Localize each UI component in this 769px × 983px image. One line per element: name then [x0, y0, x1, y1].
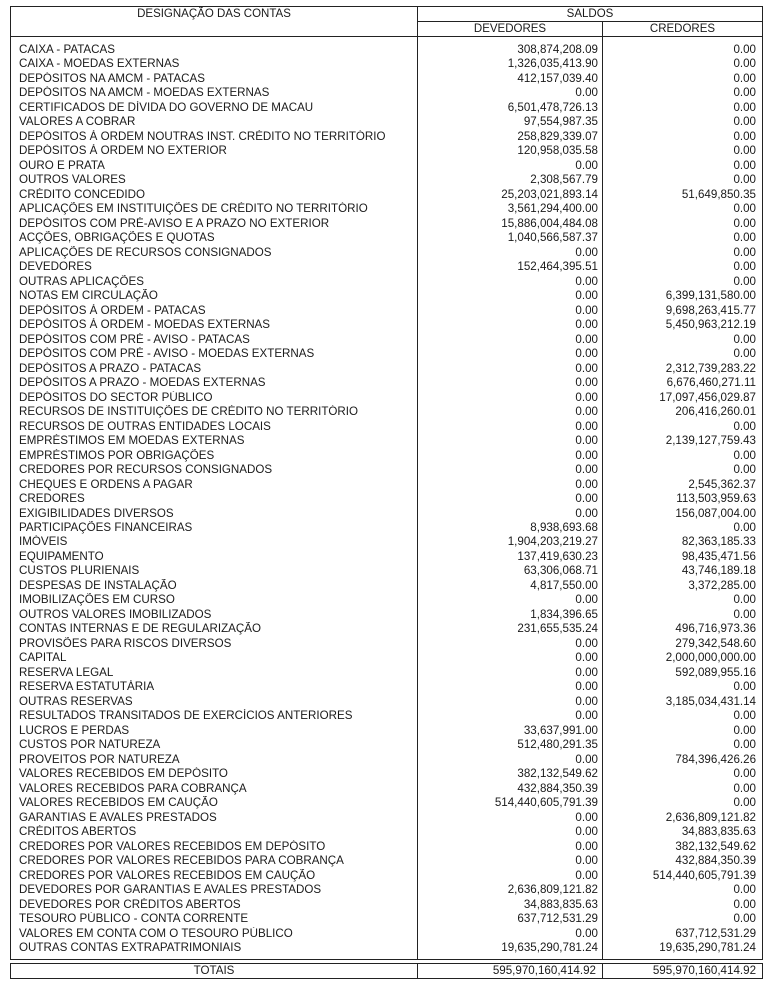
credores-value: 17,097,456,029.87 — [603, 391, 763, 405]
devedores-value: 0.00 — [418, 680, 603, 694]
table-row — [11, 869, 763, 883]
devedores-value: 0.00 — [418, 318, 603, 332]
saldos-header: SALDOS — [418, 7, 763, 22]
account-name: RESERVA LEGAL — [11, 666, 418, 680]
devedores-value: 0.00 — [418, 753, 603, 767]
account-name: CRÉDITOS ABERTOS — [11, 825, 418, 839]
devedores-value: 0.00 — [418, 86, 603, 100]
account-name: RECURSOS DE OUTRAS ENTIDADES LOCAIS — [11, 420, 418, 434]
table-row — [11, 521, 763, 535]
table-row — [11, 608, 763, 622]
devedores-value: 15,886,004,484.08 — [418, 217, 603, 231]
credores-value: 0.00 — [603, 680, 763, 694]
devedores-value: 0.00 — [418, 376, 603, 390]
credores-value: 98,435,471.56 — [603, 550, 763, 564]
credores-value: 0.00 — [603, 86, 763, 100]
account-name: APLICAÇÕES DE RECURSOS CONSIGNADOS — [11, 246, 418, 260]
credores-value: 0.00 — [603, 260, 763, 274]
account-name: DEPÓSITOS COM PRÉ - AVISO - PATACAS — [11, 333, 418, 347]
account-name: DEPÓSITOS A PRAZO - MOEDAS EXTERNAS — [11, 376, 418, 390]
credores-value: 6,399,131,580.00 — [603, 289, 763, 303]
devedores-value: 0.00 — [418, 478, 603, 492]
table-row — [11, 507, 763, 521]
table-row — [11, 622, 763, 636]
devedores-value: 0.00 — [418, 159, 603, 173]
devedores-value: 0.00 — [418, 275, 603, 289]
credores-value: 496,716,973.36 — [603, 622, 763, 636]
account-name: APLICAÇÕES EM INSTITUIÇÕES DE CRÉDITO NO TERRITÓRIO — [11, 202, 418, 216]
table-row — [11, 43, 763, 57]
account-name: GARANTIAS E AVALES PRESTADOS — [11, 811, 418, 825]
devedores-value: 231,655,535.24 — [418, 622, 603, 636]
account-name: IMOBILIZAÇÕES EM CURSO — [11, 593, 418, 607]
account-name: TESOURO PÚBLICO - CONTA CORRENTE — [11, 912, 418, 926]
account-name: DEPÓSITOS À ORDEM NOUTRAS INST. CRÉDITO NO TERRITÓRIO — [11, 130, 418, 144]
table-row — [11, 289, 763, 303]
credores-value: 2,000,000,000.00 — [603, 651, 763, 665]
devedores-value: 0.00 — [418, 347, 603, 361]
account-name: DEPÓSITOS À ORDEM NO EXTERIOR — [11, 144, 418, 158]
credores-value: 0.00 — [603, 347, 763, 361]
devedores-value: 137,419,630.23 — [418, 550, 603, 564]
account-name: RESERVA ESTATUTÁRIA — [11, 680, 418, 694]
account-name: DEPÓSITOS COM PRÉ - AVISO - MOEDAS EXTERNAS — [11, 347, 418, 361]
credores-value: 0.00 — [603, 159, 763, 173]
header-row-top — [11, 7, 763, 22]
devedores-value: 120,958,035.58 — [418, 144, 603, 158]
devedores-value: 0.00 — [418, 651, 603, 665]
devedores-value: 34,883,835.63 — [418, 898, 603, 912]
account-name: EXIGIBILIDADES DIVERSOS — [11, 507, 418, 521]
table-row — [11, 666, 763, 680]
table-row — [11, 434, 763, 448]
devedores-value: 514,440,605,791.39 — [418, 796, 603, 810]
credores-value: 784,396,426.26 — [603, 753, 763, 767]
devedores-value: 512,480,291.35 — [418, 738, 603, 752]
account-name: DEPÓSITOS DO SECTOR PÚBLICO — [11, 391, 418, 405]
devedores-value: 25,203,021,893.14 — [418, 188, 603, 202]
table-row — [11, 86, 763, 100]
account-name: VALORES RECEBIDOS PARA COBRANÇA — [11, 782, 418, 796]
account-name: OUTRAS APLICAÇÕES — [11, 275, 418, 289]
account-name: EMPRÉSTIMOS POR OBRIGAÇÕES — [11, 449, 418, 463]
account-name: CUSTOS PLURIENAIS — [11, 564, 418, 578]
table-row — [11, 275, 763, 289]
devedores-value: 637,712,531.29 — [418, 912, 603, 926]
devedores-value: 0.00 — [418, 420, 603, 434]
devedores-value: 0.00 — [418, 289, 603, 303]
account-name: CREDORES POR VALORES RECEBIDOS EM DEPÓSITO — [11, 840, 418, 854]
account-name: CONTAS INTERNAS E DE REGULARIZAÇÃO — [11, 622, 418, 636]
account-name: PROVISÕES PARA RISCOS DIVERSOS — [11, 637, 418, 651]
account-name: CAIXA - MOEDAS EXTERNAS — [11, 57, 418, 71]
accounts-body — [11, 37, 763, 960]
account-name: CHEQUES E ORDENS A PAGAR — [11, 478, 418, 492]
table-row — [11, 535, 763, 549]
devedores-value: 1,326,035,413.90 — [418, 57, 603, 71]
account-name: VALORES A COBRAR — [11, 115, 418, 129]
credores-value: 3,372,285.00 — [603, 579, 763, 593]
account-name: OUTRAS CONTAS EXTRAPATRIMONIAIS — [11, 941, 418, 959]
credores-value: 0.00 — [603, 57, 763, 71]
account-name: VALORES RECEBIDOS EM DEPÓSITO — [11, 767, 418, 781]
credores-value: 0.00 — [603, 608, 763, 622]
table-row — [11, 753, 763, 767]
devedores-value: 152,464,395.51 — [418, 260, 603, 274]
account-name: PARTICIPAÇÕES FINANCEIRAS — [11, 521, 418, 535]
credores-value: 0.00 — [603, 130, 763, 144]
credores-value: 0.00 — [603, 724, 763, 738]
account-name: CREDORES — [11, 492, 418, 506]
devedores-value: 308,874,208.09 — [418, 43, 603, 57]
credores-value: 2,139,127,759.43 — [603, 434, 763, 448]
credores-value: 113,503,959.63 — [603, 492, 763, 506]
devedores-value: 1,834,396.65 — [418, 608, 603, 622]
account-name: DEVEDORES — [11, 260, 418, 274]
credores-value: 0.00 — [603, 449, 763, 463]
devedores-value: 8,938,693.68 — [418, 521, 603, 535]
devedores-value: 0.00 — [418, 927, 603, 941]
table-row — [11, 579, 763, 593]
account-name: OUTRAS RESERVAS — [11, 695, 418, 709]
table-row — [11, 738, 763, 752]
credores-value: 0.00 — [603, 709, 763, 723]
table-row — [11, 130, 763, 144]
table-row — [11, 72, 763, 86]
devedores-value: 1,040,566,587.37 — [418, 231, 603, 245]
table-row — [11, 680, 763, 694]
table-row — [11, 260, 763, 274]
account-name: DEPÓSITOS À ORDEM - PATACAS — [11, 304, 418, 318]
credores-value: 592,089,955.16 — [603, 666, 763, 680]
table-row — [11, 333, 763, 347]
devedores-value: 0.00 — [418, 869, 603, 883]
table-row — [11, 246, 763, 260]
table-row — [11, 231, 763, 245]
devedores-value: 0.00 — [418, 637, 603, 651]
account-name: DEVEDORES POR CRÉDITOS ABERTOS — [11, 898, 418, 912]
devedores-value: 0.00 — [418, 434, 603, 448]
devedores-value: 432,884,350.39 — [418, 782, 603, 796]
devedores-value: 19,635,290,781.24 — [418, 941, 603, 959]
table-row — [11, 173, 763, 187]
table-row — [11, 188, 763, 202]
devedores-value: 0.00 — [418, 825, 603, 839]
devedores-value: 0.00 — [418, 449, 603, 463]
totals-devedores: 595,970,160,414.92 — [418, 963, 603, 978]
account-name: CREDORES POR VALORES RECEBIDOS EM CAUÇÃO — [11, 869, 418, 883]
account-name: EQUIPAMENTO — [11, 550, 418, 564]
table-row — [11, 550, 763, 564]
credores-value: 0.00 — [603, 796, 763, 810]
account-name: RECURSOS DE INSTITUIÇÕES DE CRÉDITO NO TERRITÓRIO — [11, 405, 418, 419]
account-name: VALORES RECEBIDOS EM CAUÇÃO — [11, 796, 418, 810]
devedores-value: 4,817,550.00 — [418, 579, 603, 593]
table-row — [11, 159, 763, 173]
table-row — [11, 709, 763, 723]
credores-value: 0.00 — [603, 115, 763, 129]
devedores-value: 0.00 — [418, 246, 603, 260]
table-row — [11, 420, 763, 434]
devedores-value: 0.00 — [418, 811, 603, 825]
credores-value: 3,185,034,431.14 — [603, 695, 763, 709]
devedores-value: 0.00 — [418, 304, 603, 318]
table-row — [11, 115, 763, 129]
credores-value: 0.00 — [603, 521, 763, 535]
devedores-value: 0.00 — [418, 695, 603, 709]
credores-value: 51,649,850.35 — [603, 188, 763, 202]
credores-value: 382,132,549.62 — [603, 840, 763, 854]
credores-value: 0.00 — [603, 333, 763, 347]
table-row — [11, 927, 763, 941]
account-name: LUCROS E PERDAS — [11, 724, 418, 738]
account-name: DESPESAS DE INSTALAÇÃO — [11, 579, 418, 593]
table-row — [11, 318, 763, 332]
table-row — [11, 825, 763, 839]
devedores-value: 412,157,039.40 — [418, 72, 603, 86]
table-row — [11, 912, 763, 926]
table-row — [11, 449, 763, 463]
credores-value: 432,884,350.39 — [603, 854, 763, 868]
account-name: CERTIFICADOS DE DÍVIDA DO GOVERNO DE MACAU — [11, 101, 418, 115]
account-name: CUSTOS POR NATUREZA — [11, 738, 418, 752]
credores-value: 6,676,460,271.11 — [603, 376, 763, 390]
devedores-value: 0.00 — [418, 463, 603, 477]
credores-value: 156,087,004.00 — [603, 507, 763, 521]
account-name: CRÉDITO CONCEDIDO — [11, 188, 418, 202]
devedores-value: 258,829,339.07 — [418, 130, 603, 144]
account-name: PROVEITOS POR NATUREZA — [11, 753, 418, 767]
credores-value: 0.00 — [603, 101, 763, 115]
table-row — [11, 564, 763, 578]
totals-credores: 595,970,160,414.92 — [603, 963, 763, 978]
credores-value: 0.00 — [603, 43, 763, 57]
table-row — [11, 478, 763, 492]
account-name: EMPRÉSTIMOS EM MOEDAS EXTERNAS — [11, 434, 418, 448]
devedores-value: 2,636,809,121.82 — [418, 883, 603, 897]
account-name: NOTAS EM CIRCULAÇÃO — [11, 289, 418, 303]
table-row — [11, 637, 763, 651]
devedores-value: 0.00 — [418, 492, 603, 506]
table-row — [11, 362, 763, 376]
account-name: DEPÓSITOS NA AMCM - MOEDAS EXTERNAS — [11, 86, 418, 100]
account-name: DEPÓSITOS A PRAZO - PATACAS — [11, 362, 418, 376]
devedores-value: 2,308,567.79 — [418, 173, 603, 187]
credores-value: 43,746,189.18 — [603, 564, 763, 578]
credores-value: 0.00 — [603, 883, 763, 897]
table-row — [11, 405, 763, 419]
credores-value: 0.00 — [603, 275, 763, 289]
credores-value: 0.00 — [603, 246, 763, 260]
devedores-value: 0.00 — [418, 854, 603, 868]
table-row — [11, 767, 763, 781]
devedores-value: 0.00 — [418, 666, 603, 680]
account-name: OUTROS VALORES — [11, 173, 418, 187]
designation-header: DESIGNAÇÃO DAS CONTAS — [11, 7, 418, 37]
devedores-value: 0.00 — [418, 362, 603, 376]
credores-value: 82,363,185.33 — [603, 535, 763, 549]
devedores-value: 0.00 — [418, 507, 603, 521]
credores-value: 0.00 — [603, 202, 763, 216]
devedores-value: 0.00 — [418, 840, 603, 854]
account-name: DEPÓSITOS NA AMCM - PATACAS — [11, 72, 418, 86]
account-name: VALORES EM CONTA COM O TESOURO PÚBLICO — [11, 927, 418, 941]
devedores-value: 0.00 — [418, 333, 603, 347]
credores-header: CREDORES — [603, 22, 763, 37]
balance-sheet — [10, 6, 762, 979]
devedores-value: 97,554,987.35 — [418, 115, 603, 129]
table-row — [11, 391, 763, 405]
devedores-value: 0.00 — [418, 391, 603, 405]
table-row — [11, 651, 763, 665]
table-row — [11, 796, 763, 810]
credores-value: 0.00 — [603, 912, 763, 926]
account-name: ACÇÕES, OBRIGAÇÕES E QUOTAS — [11, 231, 418, 245]
devedores-value: 0.00 — [418, 405, 603, 419]
table-row — [11, 593, 763, 607]
credores-value: 2,312,739,283.22 — [603, 362, 763, 376]
credores-value: 0.00 — [603, 782, 763, 796]
table-row — [11, 811, 763, 825]
account-name: DEPÓSITOS À ORDEM - MOEDAS EXTERNAS — [11, 318, 418, 332]
credores-value: 34,883,835.63 — [603, 825, 763, 839]
credores-value: 0.00 — [603, 231, 763, 245]
credores-value: 0.00 — [603, 217, 763, 231]
table-row — [11, 101, 763, 115]
credores-value: 0.00 — [603, 463, 763, 477]
table-row — [11, 144, 763, 158]
account-name: OUTROS VALORES IMOBILIZADOS — [11, 608, 418, 622]
credores-value: 2,545,362.37 — [603, 478, 763, 492]
table-row — [11, 217, 763, 231]
credores-value: 0.00 — [603, 144, 763, 158]
table-row — [11, 347, 763, 361]
table-row — [11, 840, 763, 854]
table-row — [11, 304, 763, 318]
table-row — [11, 854, 763, 868]
table-row — [11, 492, 763, 506]
accounts-table — [10, 6, 763, 979]
credores-value: 0.00 — [603, 173, 763, 187]
account-name: CAPITAL — [11, 651, 418, 665]
table-row — [11, 695, 763, 709]
account-name: CREDORES POR VALORES RECEBIDOS PARA COBRANÇA — [11, 854, 418, 868]
totals-row — [11, 963, 763, 978]
table-row — [11, 898, 763, 912]
devedores-value: 6,501,478,726.13 — [418, 101, 603, 115]
table-row — [11, 202, 763, 216]
devedores-value: 33,637,991.00 — [418, 724, 603, 738]
credores-value: 5,450,963,212.19 — [603, 318, 763, 332]
credores-value: 514,440,605,791.39 — [603, 869, 763, 883]
account-name: OURO E PRATA — [11, 159, 418, 173]
credores-value: 0.00 — [603, 420, 763, 434]
credores-value: 0.00 — [603, 738, 763, 752]
account-name: DEVEDORES POR GARANTIAS E AVALES PRESTADOS — [11, 883, 418, 897]
credores-value: 637,712,531.29 — [603, 927, 763, 941]
table-row — [11, 883, 763, 897]
credores-value: 0.00 — [603, 767, 763, 781]
credores-value: 19,635,290,781.24 — [603, 941, 763, 959]
credores-value: 0.00 — [603, 593, 763, 607]
table-row — [11, 376, 763, 390]
devedores-value: 0.00 — [418, 593, 603, 607]
table-row — [11, 724, 763, 738]
account-name: DEPÓSITOS COM PRÉ-AVISO E A PRAZO NO EXTERIOR — [11, 217, 418, 231]
devedores-value: 1,904,203,219.27 — [418, 535, 603, 549]
account-name: CAIXA - PATACAS — [11, 43, 418, 57]
devedores-value: 63,306,068.71 — [418, 564, 603, 578]
devedores-header: DEVEDORES — [418, 22, 603, 37]
credores-value: 2,636,809,121.82 — [603, 811, 763, 825]
table-row — [11, 941, 763, 959]
devedores-value: 382,132,549.62 — [418, 767, 603, 781]
credores-value: 206,416,260.01 — [603, 405, 763, 419]
credores-value: 9,698,263,415.77 — [603, 304, 763, 318]
table-row — [11, 463, 763, 477]
totals-label: TOTAIS — [11, 963, 418, 978]
table-row — [11, 57, 763, 71]
account-name: CREDORES POR RECURSOS CONSIGNADOS — [11, 463, 418, 477]
account-name: RESULTADOS TRANSITADOS DE EXERCÍCIOS ANTERIORES — [11, 709, 418, 723]
devedores-value: 3,561,294,400.00 — [418, 202, 603, 216]
credores-value: 0.00 — [603, 898, 763, 912]
credores-value: 279,342,548.60 — [603, 637, 763, 651]
table-row — [11, 782, 763, 796]
account-name: IMÓVEIS — [11, 535, 418, 549]
devedores-value: 0.00 — [418, 709, 603, 723]
credores-value: 0.00 — [603, 72, 763, 86]
